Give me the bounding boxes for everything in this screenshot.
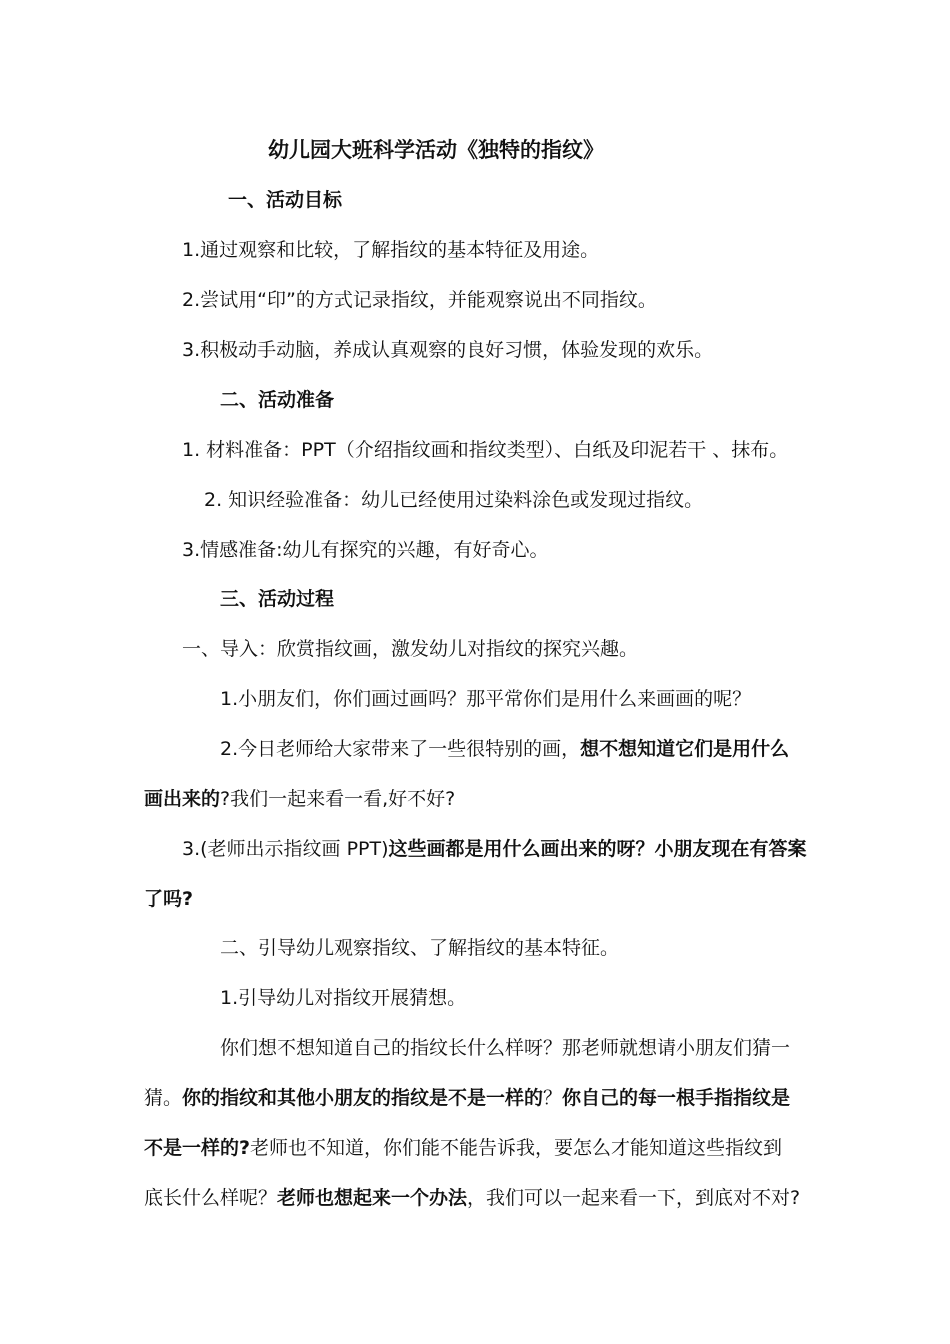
para-l2-b: 你的指纹和其他小朋友的指纹是不是一样的: [182, 1087, 544, 1109]
para-l4-c: ，我们可以一起来看一下，到底对不对?: [467, 1187, 801, 1209]
para-l4-a: 底长什么样呢？: [144, 1187, 278, 1209]
process-part2-sub1: 1.引导幼儿对指纹开展猜想。: [220, 987, 467, 1009]
prep-item-2: 2. 知识经验准备：幼儿已经使用过染料涂色或发现过指纹。: [204, 489, 704, 511]
para-l4-b: 老师也想起来一个办法: [277, 1187, 468, 1209]
q2-text: 2.今日老师给大家带来了一些很特别的画，: [220, 738, 581, 760]
q2-emphasis: 想不想知道它们是用什么: [580, 738, 790, 760]
paragraph-line-2: [144, 1084, 790, 1112]
para-l2-c: ？: [543, 1087, 563, 1109]
goal-item-2: 2.尝试用“印”的方式记录指纹，并能观察说出不同指纹。: [182, 289, 657, 311]
goal-item-3: 3.积极动手动脑，养成认真观察的良好习惯，体验发现的欢乐。: [182, 339, 714, 361]
para-l2-d: 你自己的每一根手指指纹是: [562, 1087, 791, 1109]
section-heading-process: 三、活动过程: [220, 588, 335, 610]
goal-item-1: 1.通过观察和比较，了解指纹的基本特征及用途。: [182, 239, 600, 261]
section-heading-goals: 一、活动目标: [228, 189, 343, 211]
q3-emphasis: 这些画都是用什么画出来的呀？小朋友现在有答案: [388, 838, 807, 860]
prep-item-1: 1. 材料准备：PPT（介绍指纹画和指纹类型）、白纸及印泥若干 、抹布。: [182, 439, 789, 461]
para-l3-a: 不是一样的?: [144, 1137, 251, 1159]
document-title: 幼儿园大班科学活动《独特的指纹》: [268, 138, 604, 162]
q3-text: 3.(老师出示指纹画 PPT): [182, 838, 389, 860]
process-question-3-line1: [182, 835, 807, 863]
process-part1-heading: 一、导入：欣赏指纹画，激发幼儿对指纹的探究兴趣。: [182, 638, 639, 660]
q2-emphasis-cont: 画出来的: [144, 788, 221, 810]
section-heading-preparation: 二、活动准备: [220, 389, 335, 411]
process-question-1: 1.小朋友们，你们画过画吗？那平常你们是用什么来画画的呢？: [220, 688, 752, 710]
process-part2-heading: 二、引导幼儿观察指纹、了解指纹的基本特征。: [220, 937, 620, 959]
paragraph-line-3: [144, 1134, 782, 1162]
prep-item-3: 3.情感准备:幼儿有探究的兴趣，有好奇心。: [182, 539, 549, 561]
process-question-2-line1: [220, 735, 789, 763]
para-l2-a: 猜。: [144, 1087, 183, 1109]
para-l3-b: 老师也不知道，你们能不能告诉我，要怎么才能知道这些指纹到: [250, 1137, 783, 1159]
q2-text-cont: ?我们一起来看一看,好不好?: [220, 788, 456, 810]
process-question-2-line2: [144, 785, 455, 813]
process-question-3-line2: 了吗?: [144, 888, 194, 910]
paragraph-line-4: [144, 1184, 800, 1212]
paragraph-line-1: 你们想不想知道自己的指纹长什么样呀？那老师就想请小朋友们猜一: [220, 1037, 791, 1059]
